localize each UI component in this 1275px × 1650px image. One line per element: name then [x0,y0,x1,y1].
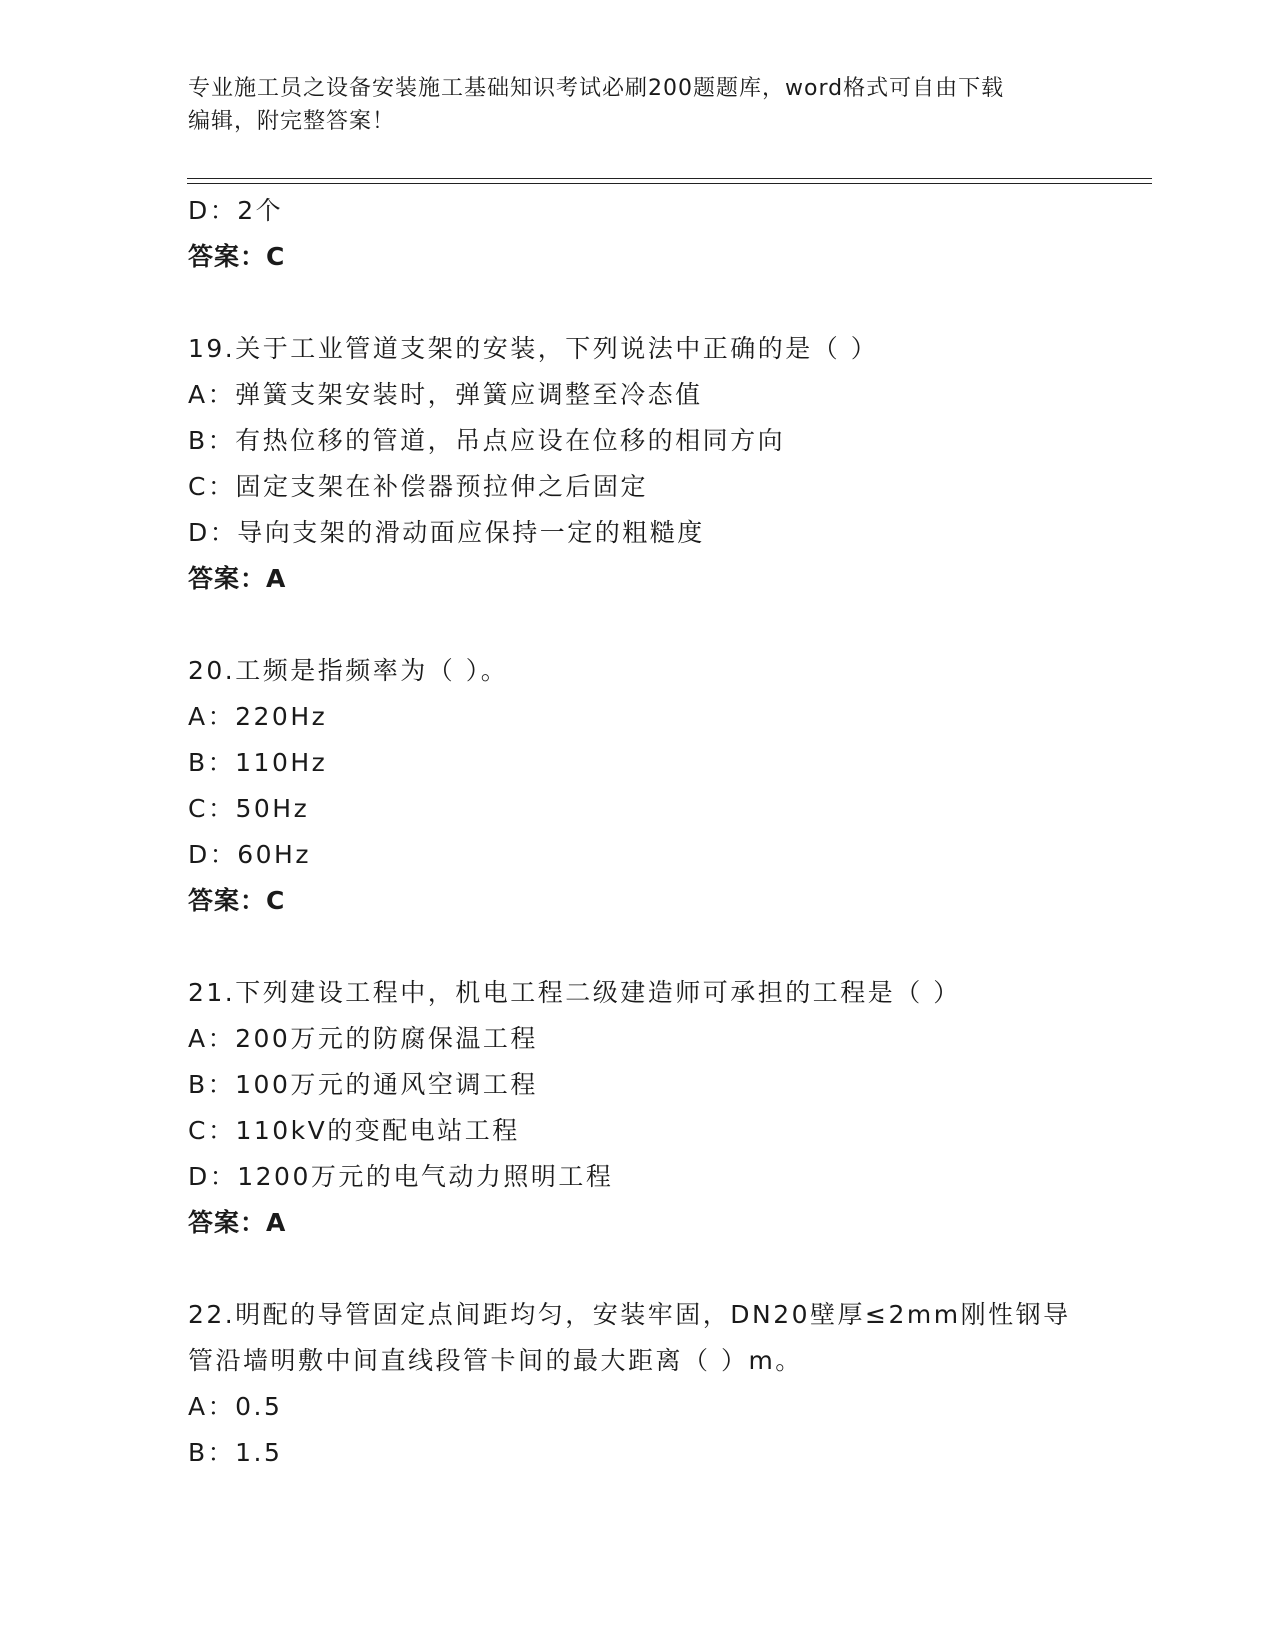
header-line-1: 专业施工员之设备安装施工基础知识考试必刷200题题库，word格式可自由下载 [188,76,1005,101]
page-header [188,72,1088,138]
question-stem: 21.下列建设工程中，机电工程二级建造师可承担的工程是（ ） [188,978,961,1007]
spacer [188,924,1088,970]
question-stem-line-1: 22.明配的导管固定点间距均匀，安装牢固，DN20壁厚≤2mm刚性钢导 [188,1300,1071,1329]
header-divider-bottom [187,183,1152,184]
spacer [188,602,1088,648]
prev-answer: 答案：C [188,242,286,271]
question-20 [188,648,1088,924]
option-d: D：导向支架的滑动面应保持一定的粗糙度 [188,518,705,547]
question-stem: 19.关于工业管道支架的安装，下列说法中正确的是（ ） [188,334,879,363]
answer: 答案：A [188,564,287,593]
option-a: A：220Hz [188,702,328,731]
option-c: C：110kV的变配电站工程 [188,1116,520,1145]
spacer [188,280,1088,326]
option-b: B：110Hz [188,748,328,777]
question-21 [188,970,1088,1246]
question-22 [188,1292,1088,1476]
spacer [188,1246,1088,1292]
option-b: B：有热位移的管道，吊点应设在位移的相同方向 [188,426,786,455]
question-stem-line-2: 管沿墙明敷中间直线段管卡间的最大距离（ ）m。 [188,1346,803,1375]
question-stem: 20.工频是指频率为（ ）。 [188,656,509,685]
option-b: B：1.5 [188,1438,283,1467]
header-divider-top [187,178,1152,179]
question-19 [188,326,1088,602]
question-list [188,188,1088,1476]
option-d: D：1200万元的电气动力照明工程 [188,1162,614,1191]
prev-option-d: D：2个 [188,196,284,225]
option-b: B：100万元的通风空调工程 [188,1070,538,1099]
option-a: A：0.5 [188,1392,283,1421]
option-c: C：固定支架在补偿器预拉伸之后固定 [188,472,648,501]
answer: 答案：A [188,1208,287,1237]
option-a: A：200万元的防腐保温工程 [188,1024,538,1053]
answer: 答案：C [188,886,286,915]
option-c: C：50Hz [188,794,310,823]
option-a: A：弹簧支架安装时，弹簧应调整至冷态值 [188,380,703,409]
option-d: D：60Hz [188,840,311,869]
header-line-2: 编辑，附完整答案！ [188,109,396,134]
